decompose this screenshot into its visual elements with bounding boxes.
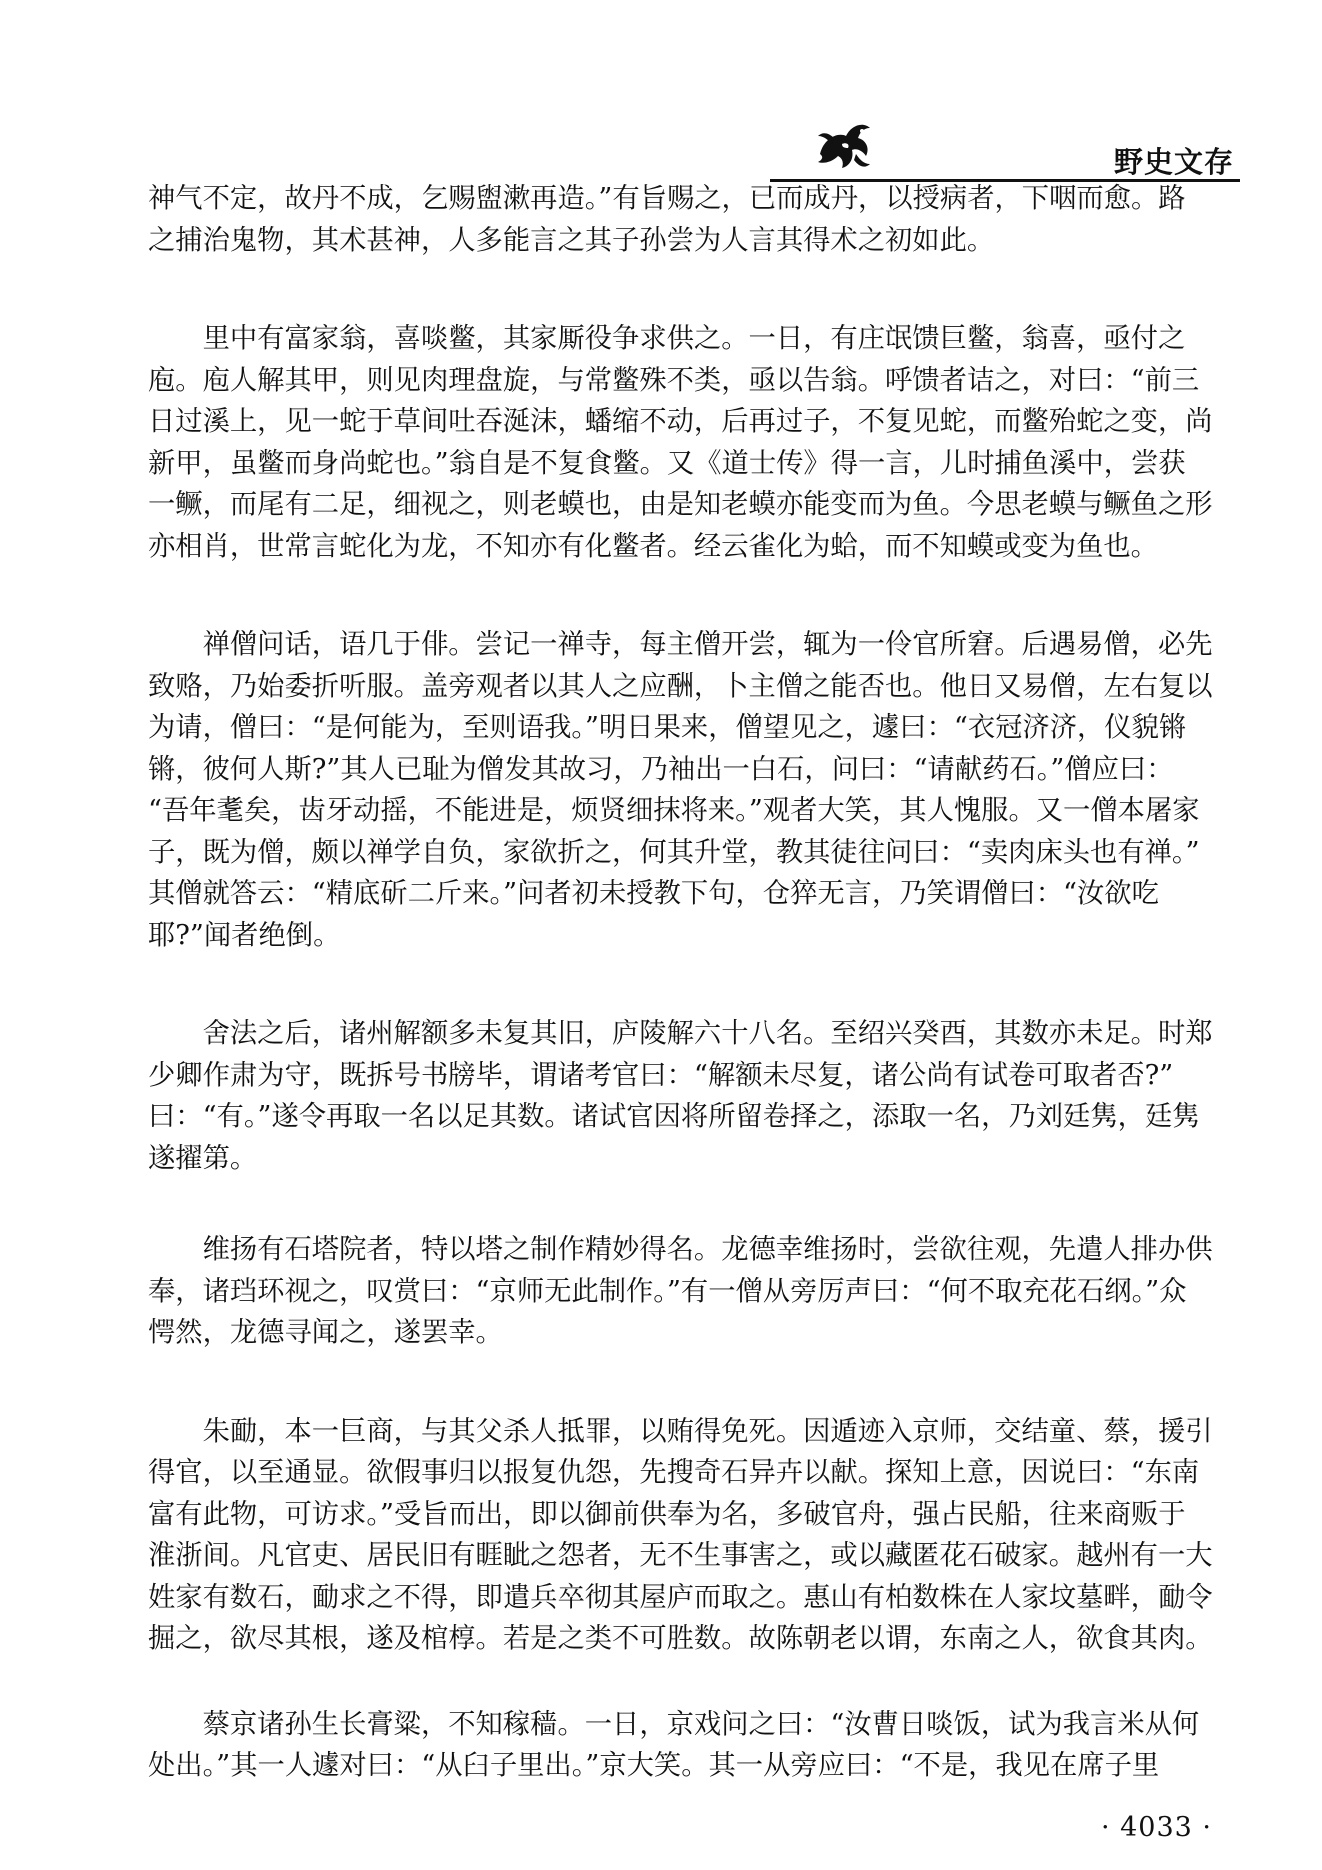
paragraph-6: 朱勔，本一巨商，与其父杀人抵罪，以贿得免死。因遁迹入京师，交结童、蔡，援引 得官，以至通显。欲假事归以报复仇怨，先搜奇石异卉以献。探知上意，因说曰：“东南 富有此物，可访求。”受旨而出，即以御前供奉为名，多破官舟，强占民船，往来商贩于 淮浙间。凡官吏、居民旧有睚眦之怨者，无不生事害之，或以藏匿花石破家。越州有一大 姓家有数石，勔求之不得，即遣兵卒彻其屋庐而取之。惠山有柏数株在人家坟墓畔，勔令 掘之，欲尽其根，遂及棺椁。若是之类不可胜数。故陈朝老以谓，东南之人，欲食其肉。 [148,1415,1213,1654]
paragraph-7: 蔡京诸孙生长膏粱，不知稼穑。一日，京戏问之曰：“汝曹日啖饭，试为我言米从何 处出。”其一人遽对曰：“从臼子里出。”京大笑。其一从旁应曰：“不是，我见在席子里 [148,1708,1200,1781]
dragon-emblem-icon [812,114,876,172]
paragraph-3: 禅僧问话，语几于俳。尝记一禅寺，每主僧开尝，辄为一伶官所窘。后遇易僧，必先 致赂，乃始委折听服。盖旁观者以其人之应酬，卜主僧之能否也。他日又易僧，左右复以 为请，僧曰：“是何能为，至则语我。”明日果来，僧望见之，遽曰：“衣冠济济，仪貌锵 锵，彼何人斯?”其人已耻为僧发其故习，乃袖出一白石，问曰：“请献药石。”僧应曰： “吾年耄矣，齿牙动摇，不能进是，烦贤细抹将来。”观者大笑，其人愧服。又一僧本屠家 子，既为僧，颇以禅学自负，家欲折之，何其升堂，教其徒往问曰：“卖肉床头也有禅。” 其僧就答云：“精底斫二斤来。”问者初未授教下句，仓猝无言，乃笑谓僧曰：“汝欲吃 耶?”闻者绝倒。 [148,629,1213,951]
paragraph-1: 神气不定，故丹不成，乞赐盥漱再造。”有旨赐之，已而成丹，以授病者，下咽而愈。路 之捕治鬼物，其术甚神，人多能言之其子孙尝为人言其得术之初如此。 [148,183,1186,256]
body-text [148,178,1242,1787]
page-number: · 4033 · [1100,1812,1212,1843]
paragraph-4: 舍法之后，诸州解额多未复其旧，庐陵解六十八名。至绍兴癸酉，其数亦未足。时郑 少卿作肃为守，既拆号书牓毕，谓诸考官曰：“解额未尽复，诸公尚有试卷可取者否?” 曰：“有。”遂令再取一名以足其数。诸试官因将所留卷择之，添取一名，乃刘廷隽，廷隽 遂擢第。 [148,1018,1213,1174]
paragraph-5: 维扬有石塔院者，特以塔之制作精妙得名。龙德幸维扬时，尝欲往观，先遣人排办供 奉，诸珰环视之，叹赏曰：“京师无此制作。”有一僧从旁厉声曰：“何不取充花石纲。”众 愕然，龙德寻闻之，遂罢幸。 [148,1234,1213,1348]
running-header-title: 野史文存 [1113,145,1234,179]
running-header [770,100,1240,182]
paragraph-2: 里中有富家翁，喜啖鳖，其家厮役争求供之。一日，有庄氓馈巨鳖，翁喜，亟付之 庖。庖人解其甲，则见肉理盘旋，与常鳖殊不类，亟以告翁。呼馈者诘之，对曰：“前三 日过溪上，见一蛇于草间吐吞涎沫，蟠缩不动，后再过子，不复见蛇，而鳖殆蛇之变，尚 新甲，虽鳖而身尚蛇也。”翁自是不复食鳖。又《道士传》得一言，儿时捕鱼溪中，尝获 一鳜，而尾有二足，细视之，则老蟆也，由是知老蟆亦能变而为鱼。今思老蟆与鳜鱼之形 亦相肖，世常言蛇化为龙，不知亦有化鳖者。经云雀化为蛤，而不知蟆或变为鱼也。 [148,323,1213,562]
